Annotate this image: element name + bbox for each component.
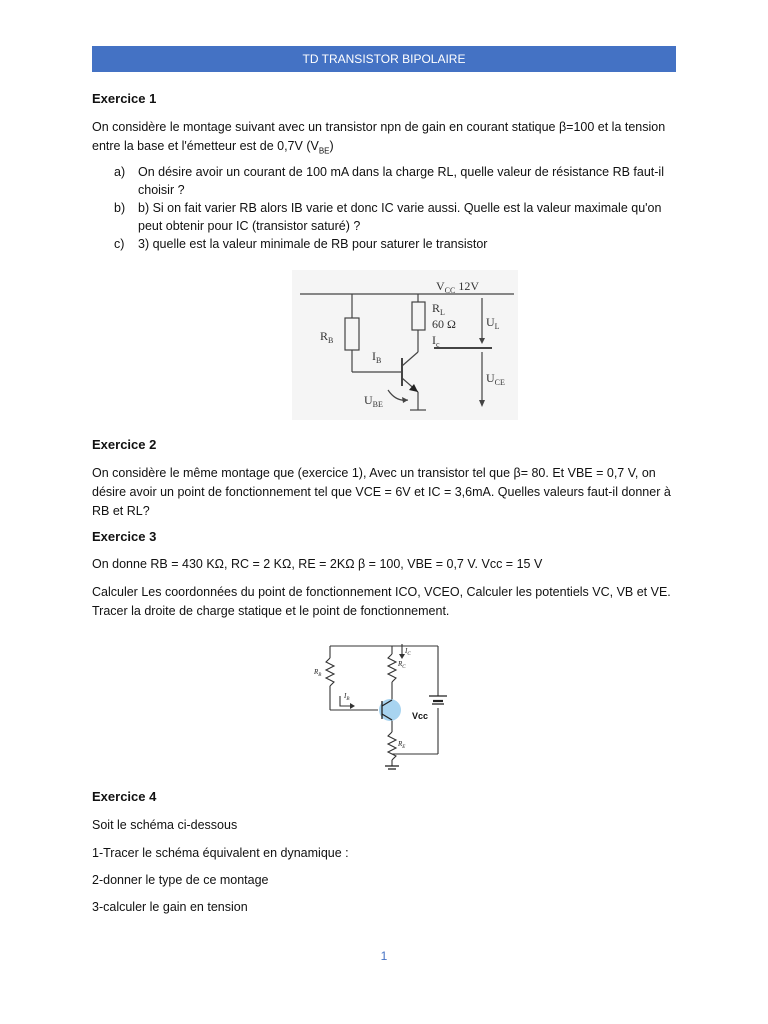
rb-label: $R_B$ [320,329,334,345]
re-resistor [388,732,396,760]
title-banner [92,46,676,72]
rc-resistor [388,654,396,682]
exercise-1-intro: On considère le montage suivant avec un transistor npn de gain en courant statique β=100 et la tension entre la base et l'émetteur est de 0,7V $(V_{BE})$ [92,120,666,156]
exercise-3-given: On donne RB = 430 KΩ, RC = 2 KΩ, RE = 2KΩ β = 100, VBE = 0,7 V. Vcc = 15 V [92,557,543,571]
rl-value: 60 Ω [432,317,456,331]
exercise-1-title: Exercice 1 [92,91,157,106]
vcc-label: $V_{CC}$ 12V [436,279,480,295]
uce-label: $U_{CE}$ [486,371,505,387]
page-number: 1 [380,949,388,963]
ic-label: $I_c$ [432,333,440,349]
figure-background [292,270,518,420]
circuit-diagram-2 [312,638,462,772]
ib-label: $I_B$ [344,692,350,702]
circuit-diagram-1 [292,270,518,420]
exercise-2-title: Exercice 2 [92,437,157,452]
exercise-4-title: Exercice 4 [92,789,157,804]
exercise-3-title: Exercice 3 [92,529,157,544]
exercise-4-line: 3-calculer le gain en tension [92,900,248,914]
exercise-4-line: 1-Tracer le schéma équivalent en dynamique : [92,846,349,860]
rl-label: $R_L$ [432,301,445,317]
exercise-3-task: Calculer Les coordonnées du point de fonctionnement ICO, VCEO, Calculer les potentiels VC, VB et VE. Tracer la droite de charge statique et le point de fonctionnement. [92,585,671,618]
page-title: TD TRANSISTOR BIPOLAIRE [302,52,466,66]
re-label: $R_E$ [398,740,406,750]
vcc-label: Vcc [412,711,429,721]
ic-label: $I_C$ [405,647,411,657]
rb-resistor [326,658,334,686]
ube-label: $U_{BE}$ [364,393,383,409]
exercise-4-line: 2-donner le type de ce montage [92,873,269,887]
exercise-4-line: Soit le schéma ci-dessous [92,818,238,832]
rc-label: $R_C$ [398,660,406,670]
rb-label: $R_B$ [314,668,322,678]
exercise-2-text: On considère le même montage que (exercice 1), Avec un transistor tel que β= 80. Et VBE = 0,7 V, on désire avoir un point de fonctionnement tel que VCE = 6V et IC = 3,6mA. Quelles valeurs faut-il donner à RB et RL? [92,466,671,518]
ul-label: $U_L$ [486,315,500,331]
ib-arrowhead [350,703,355,709]
ib-label: $I_B$ [372,349,382,365]
